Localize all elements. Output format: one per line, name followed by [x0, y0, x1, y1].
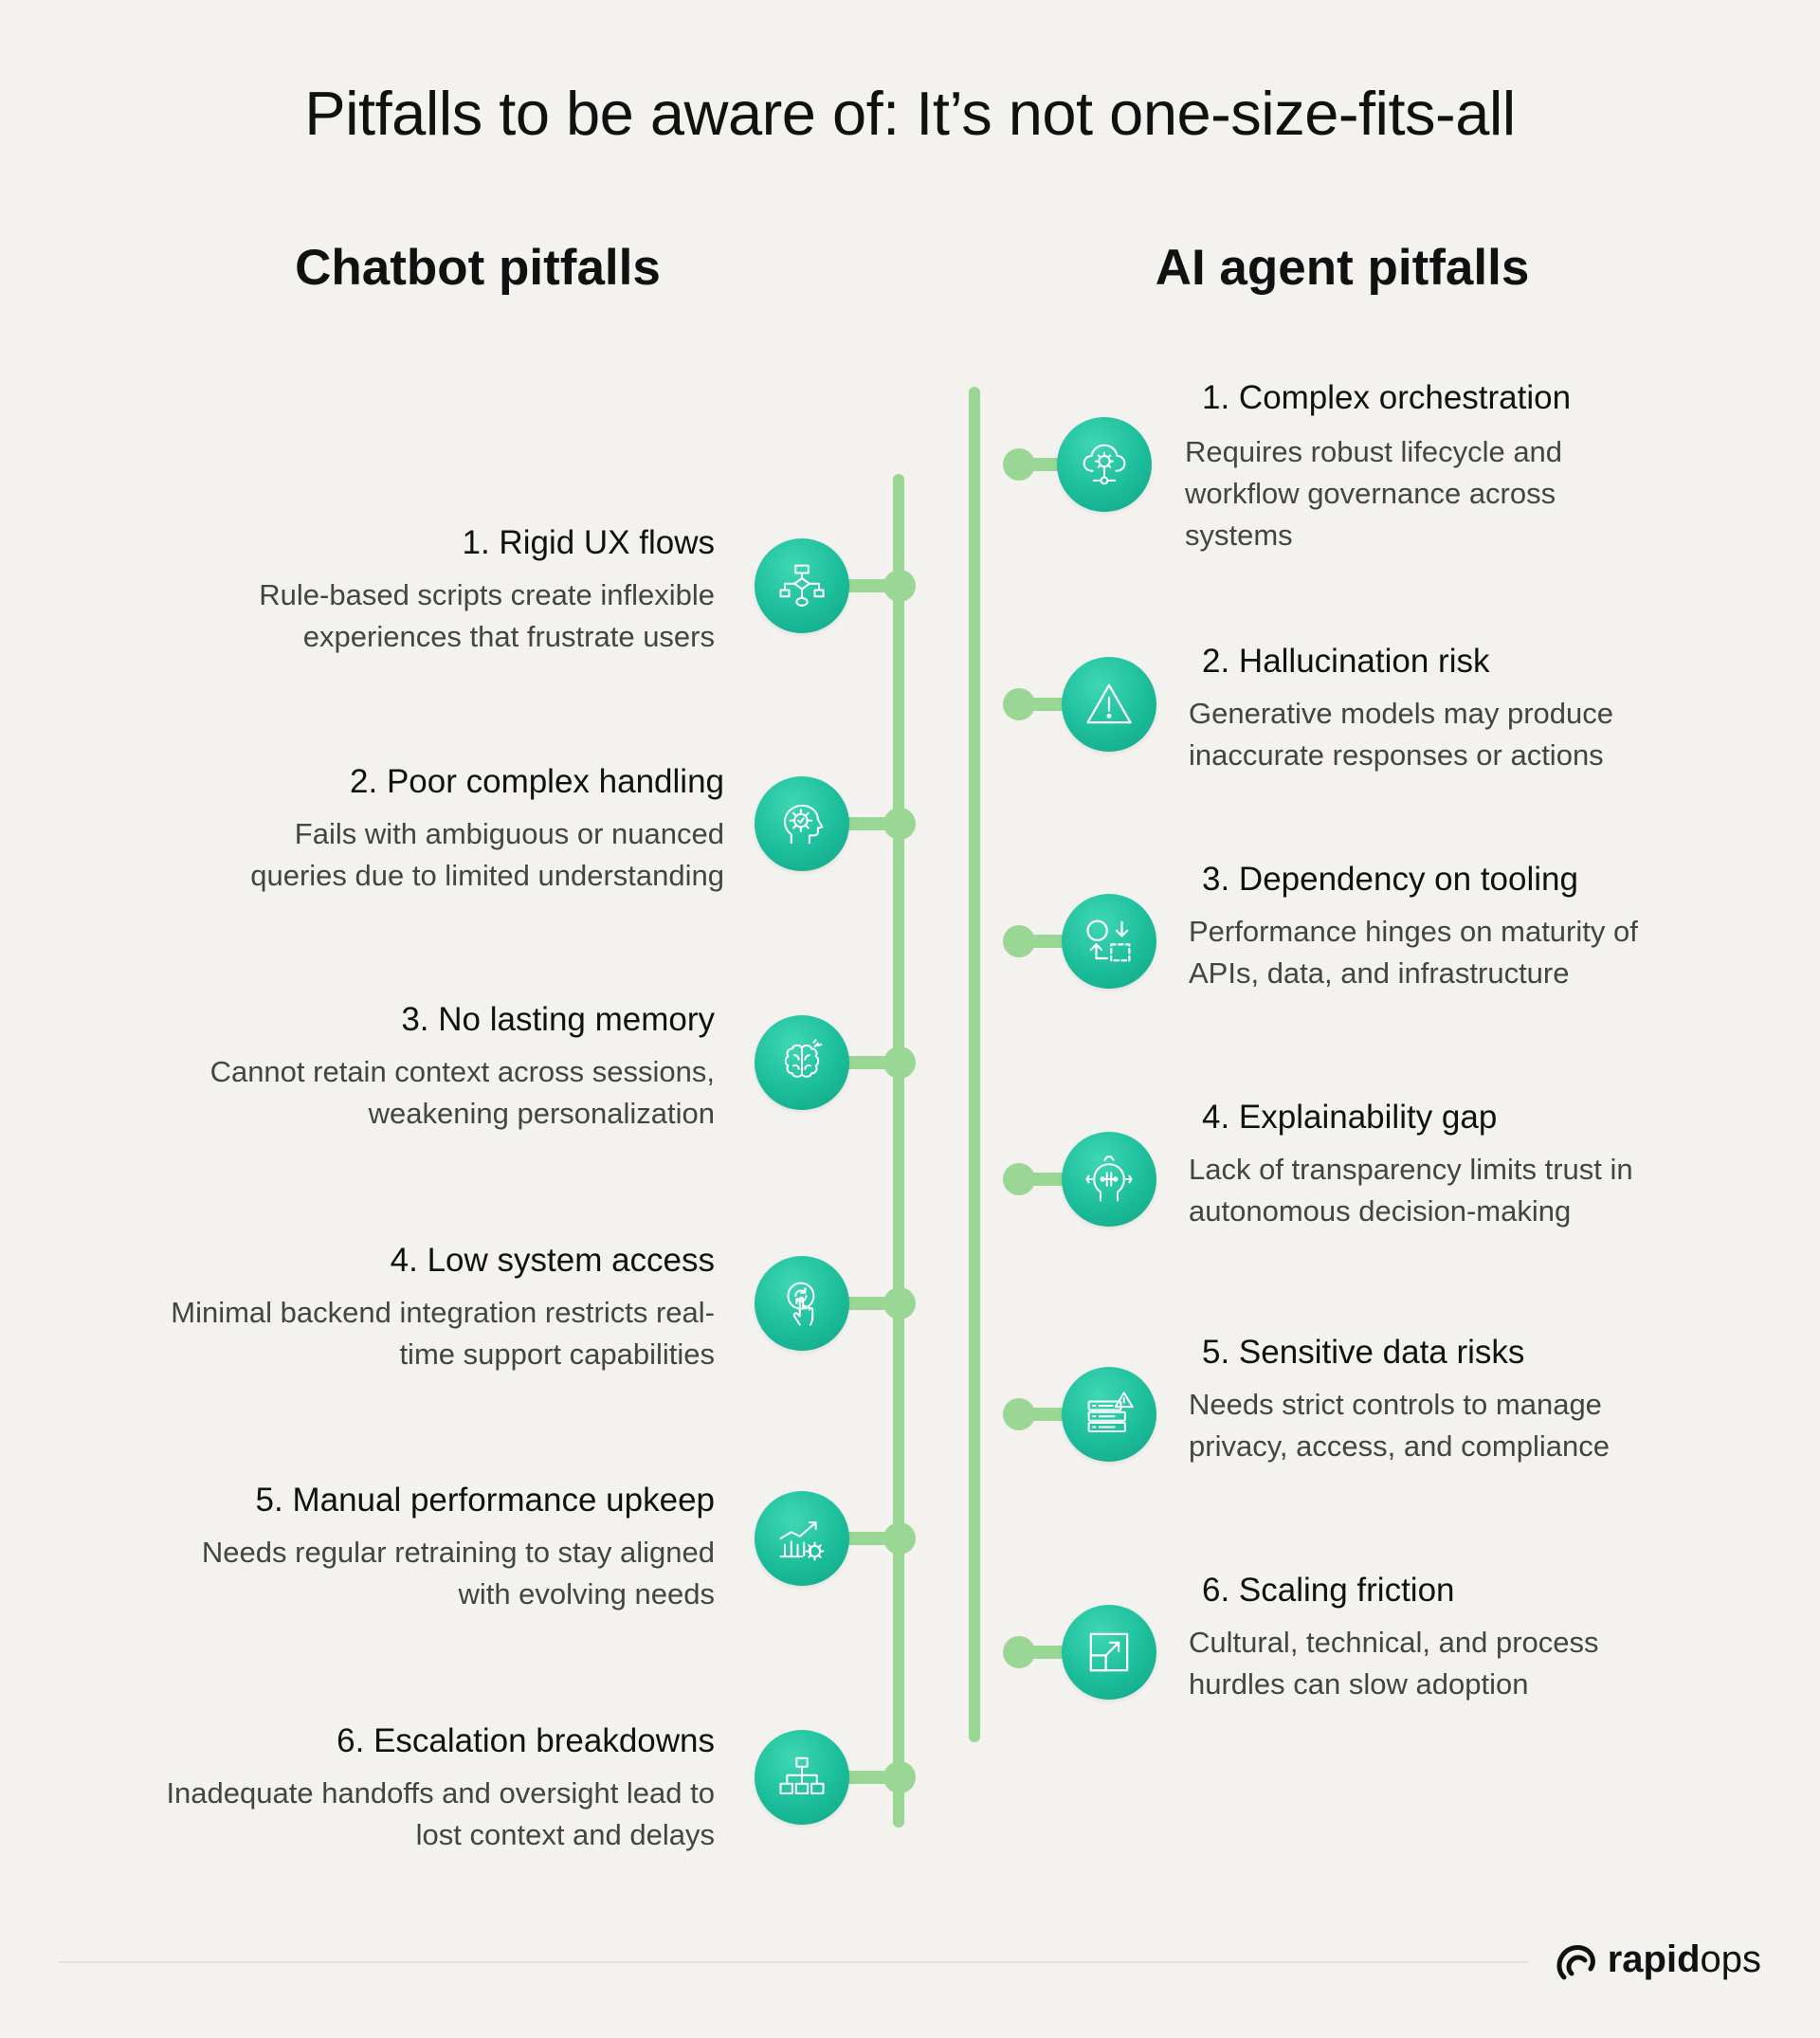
item-description: Requires robust lifecycle and workflow governance across systems [1185, 435, 1563, 552]
scale-up-icon [1062, 1605, 1156, 1700]
item-description: Performance hinges on maturity of APIs, data, and infrastructure [1189, 915, 1638, 990]
connector-knob [883, 1522, 916, 1555]
item-description: Cannot retain context across sessions, weakening personalization [209, 1055, 715, 1130]
shapes-exchange-icon [1062, 894, 1156, 989]
item-title: 5. Sensitive data risks [1202, 1334, 1525, 1371]
connector-knob [883, 808, 916, 840]
cloud-gear-icon [1057, 417, 1152, 512]
item-description: Needs regular retraining to stay aligned with evolving needs [201, 1536, 715, 1610]
brain-icon [755, 1015, 849, 1110]
ai-agent-column-heading: AI agent pitfalls [1155, 240, 1530, 296]
item-title: 4. Explainability gap [1202, 1099, 1498, 1136]
chatbot-column-heading: Chatbot pitfalls [295, 240, 661, 296]
rapidops-logo-mark [1555, 1936, 1600, 1983]
flowchart-icon [755, 538, 849, 633]
connector-knob [883, 1046, 916, 1079]
connector [1014, 935, 1067, 948]
chatbot-timeline-rail [893, 474, 904, 1828]
item-title: 1. Complex orchestration [1202, 379, 1572, 416]
head-circuit-icon [1062, 1132, 1156, 1227]
connector [1014, 1646, 1067, 1659]
item-title: 6. Scaling friction [1202, 1572, 1455, 1609]
page-title: Pitfalls to be aware of: It’s not one-size-fits-all [304, 79, 1516, 148]
item-title: 3. No lasting memory [401, 1001, 715, 1038]
item-description: Minimal backend integration restricts real-time support capabilities [171, 1296, 715, 1371]
item-title: 6. Escalation breakdowns [337, 1722, 715, 1759]
item-description: Rule-based scripts create inflexible experiences that frustrate users [259, 578, 715, 653]
head-gear-icon [755, 776, 849, 871]
connector-knob [883, 570, 916, 602]
item-description: Generative models may produce inaccurate responses or actions [1189, 697, 1614, 772]
footer-divider [59, 1961, 1528, 1963]
connector [1014, 1408, 1067, 1421]
hierarchy-icon [755, 1730, 849, 1825]
rapidops-wordmark: rapidops [1607, 1938, 1761, 1980]
item-description: Needs strict controls to manage privacy, access, and compliance [1189, 1388, 1610, 1463]
touch-refresh-icon [755, 1256, 849, 1351]
item-title: 4. Low system access [390, 1242, 715, 1279]
ai-agent-timeline-rail [969, 387, 980, 1742]
rapidops-logo [1555, 1936, 1761, 1983]
connector [1014, 698, 1067, 711]
item-title: 1. Rigid UX flows [462, 524, 715, 561]
item-description: Inadequate handoffs and oversight lead to lost context and delays [166, 1776, 715, 1851]
item-description: Fails with ambiguous or nuanced queries due to limited understanding [250, 817, 724, 892]
server-warning-icon [1062, 1367, 1156, 1462]
item-title: 5. Manual performance upkeep [255, 1482, 715, 1519]
item-title: 2. Hallucination risk [1202, 643, 1490, 680]
item-description: Cultural, technical, and process hurdles can slow adoption [1189, 1626, 1599, 1701]
item-description: Lack of transparency limits trust in autonomous decision-making [1189, 1153, 1633, 1228]
item-title: 2. Poor complex handling [350, 763, 724, 800]
connector [1014, 1173, 1067, 1186]
connector-knob [883, 1761, 916, 1793]
growth-chart-gear-icon [755, 1491, 849, 1586]
warning-triangle-icon [1062, 657, 1156, 752]
connector-knob [883, 1287, 916, 1319]
item-title: 3. Dependency on tooling [1202, 861, 1578, 898]
